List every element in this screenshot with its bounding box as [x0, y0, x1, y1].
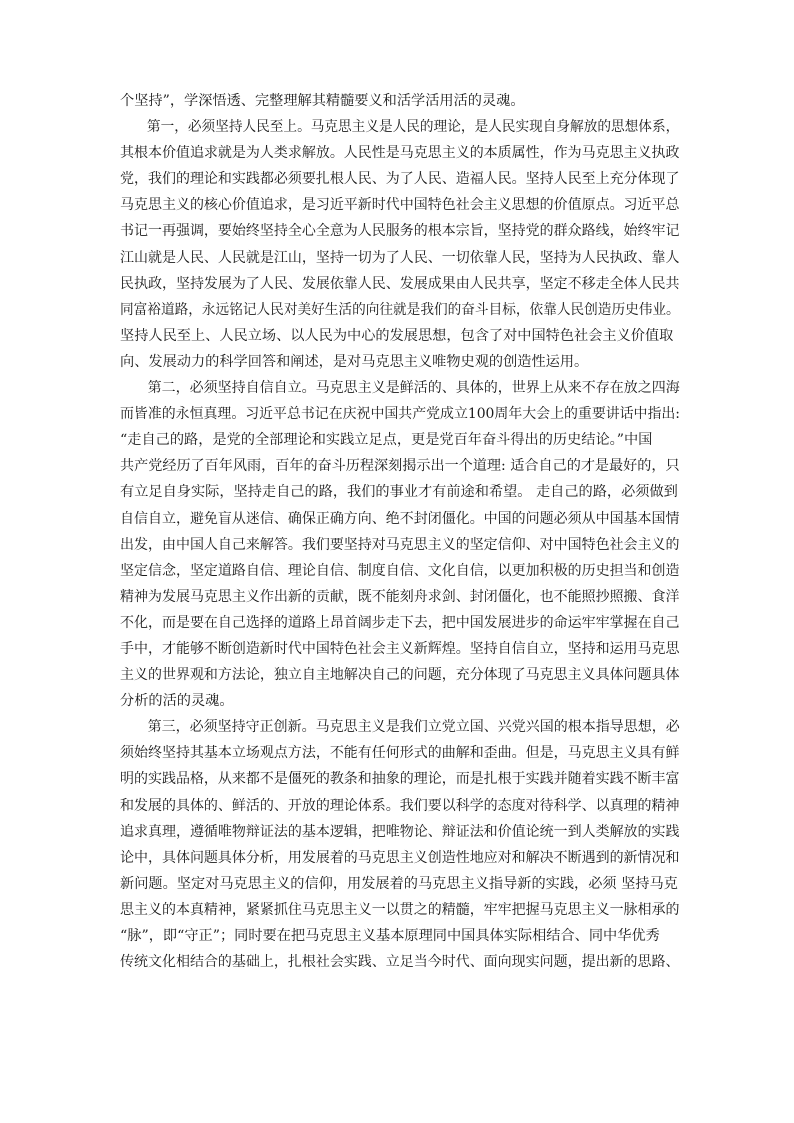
text-line: “走自己的路，是党的全部理论和实践立足点，更是党百年奋斗得出的历史结论。”中国 — [120, 432, 653, 449]
text-line: 自信自立，避免盲从迷信、确保正确方向、绝不封闭僵化。中国的问题必须从中国基本国情 — [120, 510, 680, 527]
text-line: 思主义的本真精神，紧紧抓住马克思主义一以贯之的精髓，牢牢把握马克思主义一脉相承的 — [120, 901, 680, 918]
text-line: 须始终坚持其基本立场观点方法，不能有任何形式的曲解和歪曲。但是，马克思主义具有鲜 — [120, 745, 680, 762]
text-line: 论中，具体问题具体分析，用发展着的马克思主义创造性地应对和解决不断遇到的新情况和 — [120, 849, 680, 866]
text-line: 第三，必须坚持守正创新。马克思主义是我们立党立国、兴党兴国的根本指导思想，必 — [147, 719, 680, 736]
text-line: 和发展的具体的、鲜活的、开放的理论体系。我们要以科学的态度对待科学、以真理的精神 — [120, 797, 680, 814]
text-line: 向、发展动力的科学回答和阐述，是对马克思主义唯物史观的创造性运用。 — [120, 353, 589, 370]
text-line: 第一，必须坚持人民至上。马克思主义是人民的理论，是人民实现自身解放的思想体系， — [146, 119, 680, 136]
text-line: 共产党经历了百年风雨，百年的奋斗历程深刻揭示出一个道理: 适合自己的才是最好的，只 — [120, 458, 680, 475]
text-line: 坚持人民至上、人民立场、以人民为中心的发展思想，包含了对中国特色社会主义价值取 — [120, 327, 674, 344]
text-line: 传统文化相结合的基础上，扎根社会实践、立足当今时代、面向现实问题，提出新的思路、 — [120, 954, 680, 971]
text-line: 明的实践品格，从来都不是僵死的教条和抽象的理论，而是扎根于实践并随着实践不断丰富 — [120, 771, 680, 788]
text-line: 坚定信念，坚定道路自信、理论自信、制度自信、文化自信，以更加积极的历史担当和创造 — [120, 562, 680, 579]
text-line: 有立足自身实际，坚持走自己的路，我们的事业才有前途和希望。 走自己的路，必须做到 — [120, 484, 678, 501]
text-line: 追求真理，遵循唯物辩证法的基本逻辑，把唯物论、辩证法和价值论统一到人类解放的实践 — [120, 823, 680, 840]
text-line: 党，我们的理论和实践都必须要扎根人民、为了人民、造福人民。坚持人民至上充分体现了 — [120, 171, 680, 188]
text-line: 手中，才能够不断创造新时代中国特色社会主义新辉煌。坚持自信自立，坚持和运用马克思 — [120, 640, 680, 657]
text-line: “脉”，即“守正”；同时要在把马克思主义基本原理同中国具体实际相结合、同中华优秀 — [120, 928, 660, 944]
text-line: 其根本价值追求就是为人类求解放。人民性是马克思主义的本质属性，作为马克思主义执政 — [120, 145, 680, 162]
text-line: 同富裕道路，永远铭记人民对美好生活的向往就是我们的奋斗目标，依靠人民创造历史伟业。 — [120, 301, 680, 318]
text-line: 江山就是人民、人民就是江山，坚持一切为了人民、一切依靠人民，坚持为人民执政、靠人 — [120, 249, 680, 266]
text-line: 民执政，坚持发展为了人民、发展依靠人民、发展成果由人民共享，坚定不移走全体人民共 — [120, 275, 680, 292]
text-line: 马克思主义的核心价值追求，是习近平新时代中国特色社会主义思想的价值原点。习近平总 — [120, 197, 680, 214]
text-line: 新问题。坚定对马克思主义的信仰，用发展着的马克思主义指导新的实践，必须 坚持马克 — [120, 875, 678, 892]
text-line: 第二，必须坚持自信自立。马克思主义是鲜活的、具体的，世界上从来不存在放之四海 — [147, 380, 680, 397]
text-line: 分析的活的灵魂。 — [120, 693, 234, 710]
text-line: 个坚持”，学深悟透、完整理解其精髓要义和活学活用活的灵魂。 — [120, 93, 525, 109]
text-line: 而皆准的永恒真理。习近平总书记在庆祝中国共产党成立100周年大会上的重要讲话中指出: — [120, 406, 680, 423]
text-line: 不化，而是要在自己选择的道路上昂首阔步走下去，把中国发展进步的命运牢牢掌握在自己 — [120, 614, 680, 631]
body-text — [120, 88, 680, 975]
text-line: 主义的世界观和方法论，独立自主地解决自己的问题，充分体现了马克思主义具体问题具体 — [120, 667, 680, 684]
text-line: 出发，由中国人自己来解答。我们要坚持对马克思主义的坚定信仰、对中国特色社会主义的 — [120, 536, 680, 553]
text-line: 书记一再强调，要始终坚持全心全意为人民服务的根本宗旨，坚持党的群众路线，始终牢记 — [120, 223, 680, 240]
text-line: 精神为发展马克思主义作出新的贡献，既不能刻舟求剑、封闭僵化，也不能照抄照搬、食洋 — [120, 588, 680, 605]
